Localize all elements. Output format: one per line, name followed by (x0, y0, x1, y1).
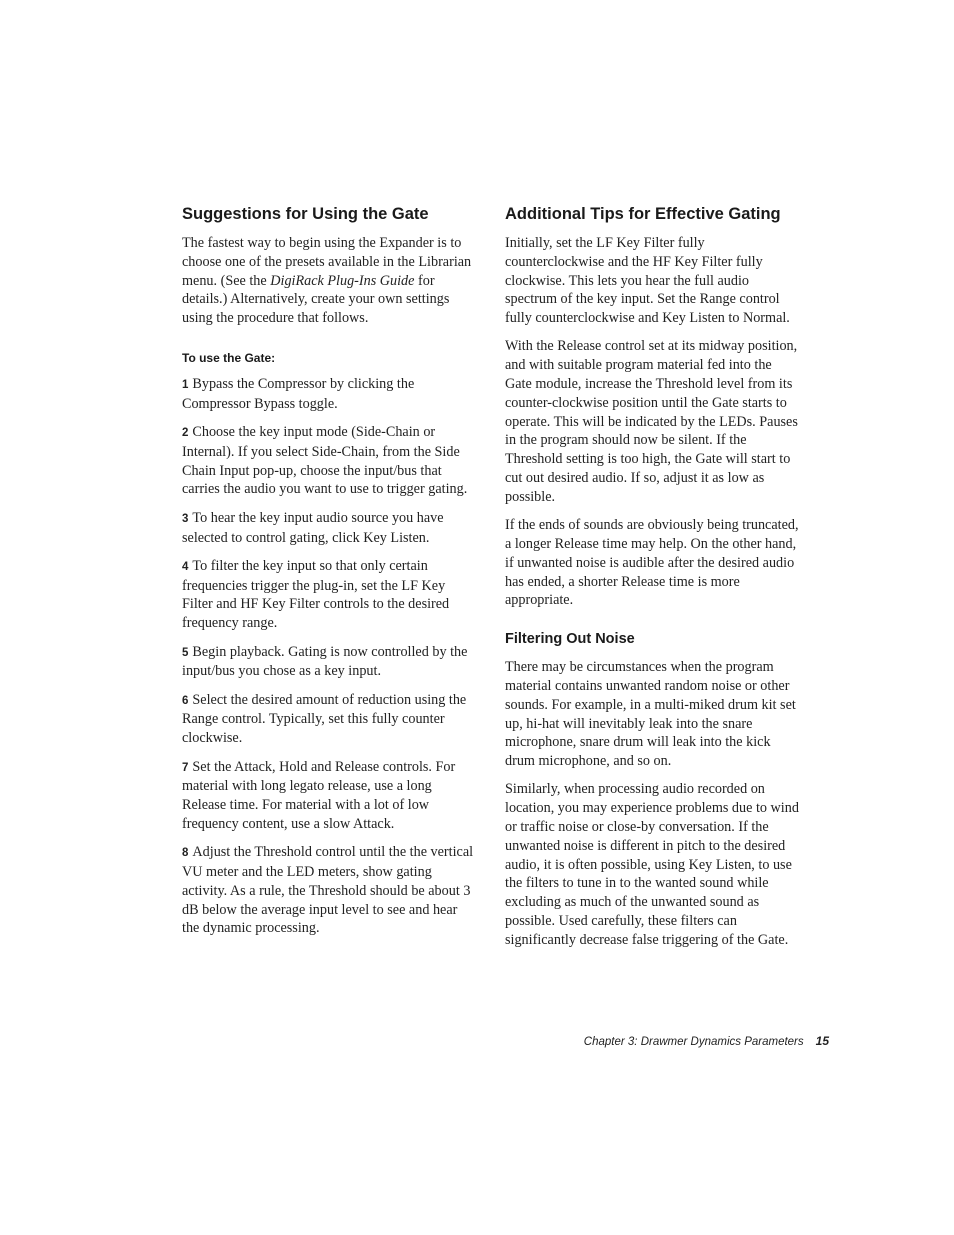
intro-paragraph (182, 234, 478, 328)
intro-text-end: for details.) Alternatively, create your own settings using the procedure that follows. (182, 272, 450, 327)
section-heading-gate-suggestions: Suggestions for Using the Gate (182, 205, 429, 223)
step-item (182, 843, 478, 938)
step-text: Set the Attack, Hold and Release controls. For material with long legato release, use a long Release time. For material with a lot of low frequency content, use a slow Attack. (182, 758, 456, 832)
step-number: 3 (182, 512, 189, 525)
subheading-filtering-noise: Filtering Out Noise (505, 631, 635, 648)
step-number: 6 (182, 694, 189, 707)
step-text: To filter the key input so that only certain frequencies trigger the plug-in, set the LF Key Filter and HF Key Filter controls to the desired frequency range. (182, 557, 450, 632)
step-item (182, 758, 478, 834)
step-number: 1 (182, 378, 189, 391)
step-item (182, 375, 478, 414)
step-item (182, 509, 478, 548)
tip-paragraph: If the ends of sounds are obviously being truncated, a longer Release time may help. On the other hand, if unwanted noise is audible after the desired audio has ended, a shorter Release time is more appropriate. (505, 517, 799, 609)
step-number: 4 (182, 560, 189, 573)
guide-title: DigiRack Plug-Ins Guide (270, 272, 415, 289)
noise-paragraph: There may be circumstances when the program material contains unwanted random noise or other sounds. For example, in a multi-miked drum kit set up, hi-hat will inevitably leak into the snare microphone, snare drum will leak into the kick drum microphone, and so on. (505, 659, 796, 770)
page-number: 15 (815, 1034, 829, 1048)
step-number: 7 (182, 761, 189, 774)
step-item (182, 691, 478, 748)
step-text: Choose the key input mode (Side-Chain or Internal). If you select Side-Chain, from the Side Chain Input pop-up, choose the input/bus that carries the audio you want to use to trigger gating. (182, 424, 468, 498)
left-column (182, 205, 478, 948)
step-text: Begin playback. Gating is now controlled by the input/bus you chose as a key input. (182, 643, 468, 680)
tip-paragraph: Initially, set the LF Key Filter fully counterclockwise and the HF Key Filter fully clockwise. This lets you hear the full audio spectrum of the key input. Set the Range control fully counterclockwise and Key Listen to Normal. (505, 235, 790, 327)
step-item (182, 557, 478, 633)
chapter-title: Chapter 3: Drawmer Dynamics Parameters (583, 1036, 804, 1048)
step-number: 8 (182, 847, 189, 860)
page-footer (584, 1034, 829, 1048)
step-item (182, 423, 478, 499)
step-text: Select the desired amount of reduction using the Range control. Typically, set this fully counter clockwise. (182, 691, 467, 747)
intro-text-start: The fastest way to begin using the Expander is to choose one of the presets available in the Librarian menu. (See the (182, 235, 472, 289)
right-column (505, 205, 801, 959)
step-number: 5 (182, 646, 189, 659)
step-text: Adjust the Threshold control until the the vertical VU meter and the LED meters, show gating activity. As a rule, the Threshold should be about 3 dB below the average input level to see and hear the dynamic processing. (182, 844, 474, 937)
step-item (182, 643, 478, 682)
step-text: To hear the key input audio source you have selected to control gating, click Key Listen. (182, 509, 444, 546)
procedure-title: To use the Gate: (182, 350, 276, 365)
step-number: 2 (182, 427, 189, 440)
step-text: Bypass the Compressor by clicking the Compressor Bypass toggle. (182, 375, 415, 412)
noise-paragraph: Similarly, when processing audio recorded on location, you may experience problems due to wind or traffic noise or close-by conversation. If the unwanted noise is different in pitch to the desired audio, it is often possible, using Key Listen, to use the filters to tune in to the wanted sound while excluding as much of the unwanted sound as possible. Used carefully, these filters can significantly decrease false triggering of the Gate. (505, 781, 799, 948)
section-heading-additional-tips: Additional Tips for Effective Gating (505, 205, 781, 223)
tip-paragraph: With the Release control set at its midway position, and with suitable program material fed into the Gate module, increase the Threshold level from its counter-clockwise position until the Gate starts to operate. This will be indicated by the LEDs. Pauses in the program should now be silent. If the Threshold setting is too high, the Gate will start to cut out desired audio. If so, adjust it as low as possible. (505, 338, 798, 505)
